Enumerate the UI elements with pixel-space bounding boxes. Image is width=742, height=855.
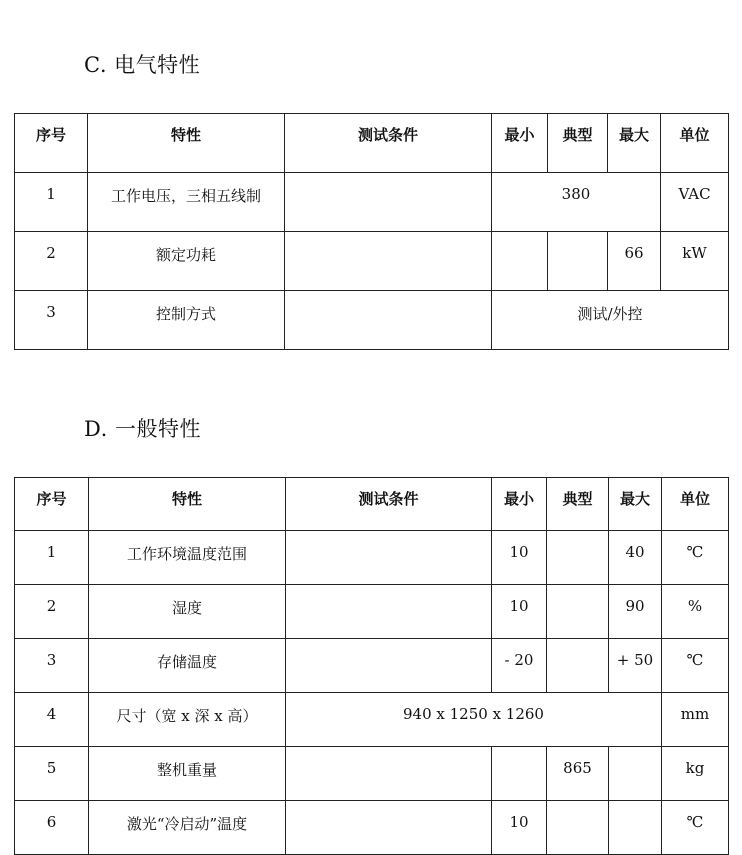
cell-item: 尺寸（宽 x 深 x 高）: [89, 693, 286, 747]
general-characteristics-table: [14, 477, 729, 855]
header-min: 最小: [492, 478, 547, 531]
header-typ: 典型: [547, 478, 609, 531]
cell-no: 1: [15, 531, 89, 585]
cell-unit: ℃: [662, 801, 729, 855]
cell-unit: mm: [662, 693, 729, 747]
cell-min: - 20: [492, 639, 547, 693]
cell-item: 湿度: [89, 585, 286, 639]
cell-no: 3: [15, 639, 89, 693]
cell-typ: [548, 232, 608, 291]
cell-condition: [286, 585, 492, 639]
cell-max: 40: [609, 531, 662, 585]
table-row: [15, 232, 729, 291]
header-condition: 测试条件: [286, 478, 492, 531]
cell-unit: ℃: [662, 531, 729, 585]
table-row: [15, 173, 729, 232]
cell-typ: [547, 639, 609, 693]
cell-item: 工作环境温度范围: [89, 531, 286, 585]
cell-no: 2: [15, 585, 89, 639]
cell-item: 工作电压，三相五线制: [88, 173, 285, 232]
header-item: 特性: [89, 478, 286, 531]
section-d-title: D. 一般特性: [84, 417, 201, 441]
header-max: 最大: [608, 114, 661, 173]
header-unit: 单位: [662, 478, 729, 531]
cell-unit: ℃: [662, 639, 729, 693]
electrical-characteristics-table: [14, 113, 729, 350]
header-typ: 典型: [548, 114, 608, 173]
cell-typ: [547, 801, 609, 855]
cell-max: 66: [608, 232, 661, 291]
table-row: [15, 693, 729, 747]
cell-typ: 865: [547, 747, 609, 801]
cell-unit: kW: [661, 232, 729, 291]
cell-no: 1: [15, 173, 88, 232]
cell-condition: [286, 801, 492, 855]
cell-merged-value: 380: [492, 173, 661, 232]
cell-item: 激光“冷启动”温度: [89, 801, 286, 855]
table-row: [15, 639, 729, 693]
table-row: [15, 801, 729, 855]
cell-no: 4: [15, 693, 89, 747]
cell-min: 10: [492, 801, 547, 855]
table-row: [15, 585, 729, 639]
header-no: 序号: [15, 478, 89, 531]
table-row: [15, 531, 729, 585]
table-row: [15, 747, 729, 801]
cell-condition: [286, 639, 492, 693]
cell-unit: VAC: [661, 173, 729, 232]
header-min: 最小: [492, 114, 548, 173]
cell-min: [492, 747, 547, 801]
cell-unit: %: [662, 585, 729, 639]
cell-item: 存储温度: [89, 639, 286, 693]
header-item: 特性: [88, 114, 285, 173]
header-unit: 单位: [661, 114, 729, 173]
cell-max: 90: [609, 585, 662, 639]
cell-condition: [285, 291, 492, 350]
cell-condition: [285, 173, 492, 232]
header-condition: 测试条件: [285, 114, 492, 173]
cell-typ: [547, 531, 609, 585]
table-row: [15, 291, 729, 350]
cell-merged-value: 940 x 1250 x 1260: [286, 693, 662, 747]
cell-typ: [547, 585, 609, 639]
cell-max: + 50: [609, 639, 662, 693]
section-c-title: C. 电气特性: [84, 53, 201, 77]
table-header-row: [15, 478, 729, 531]
cell-max: [609, 747, 662, 801]
cell-item: 额定功耗: [88, 232, 285, 291]
cell-no: 5: [15, 747, 89, 801]
cell-unit: kg: [662, 747, 729, 801]
table-header-row: [15, 114, 729, 173]
cell-min: 10: [492, 531, 547, 585]
cell-min: [492, 232, 548, 291]
cell-condition: [285, 232, 492, 291]
cell-condition: [286, 531, 492, 585]
header-no: 序号: [15, 114, 88, 173]
cell-condition: [286, 747, 492, 801]
cell-min: 10: [492, 585, 547, 639]
cell-item: 整机重量: [89, 747, 286, 801]
cell-max: [609, 801, 662, 855]
cell-no: 3: [15, 291, 88, 350]
cell-merged-value: 测试/外控: [492, 291, 729, 350]
cell-no: 6: [15, 801, 89, 855]
header-max: 最大: [609, 478, 662, 531]
cell-no: 2: [15, 232, 88, 291]
cell-item: 控制方式: [88, 291, 285, 350]
